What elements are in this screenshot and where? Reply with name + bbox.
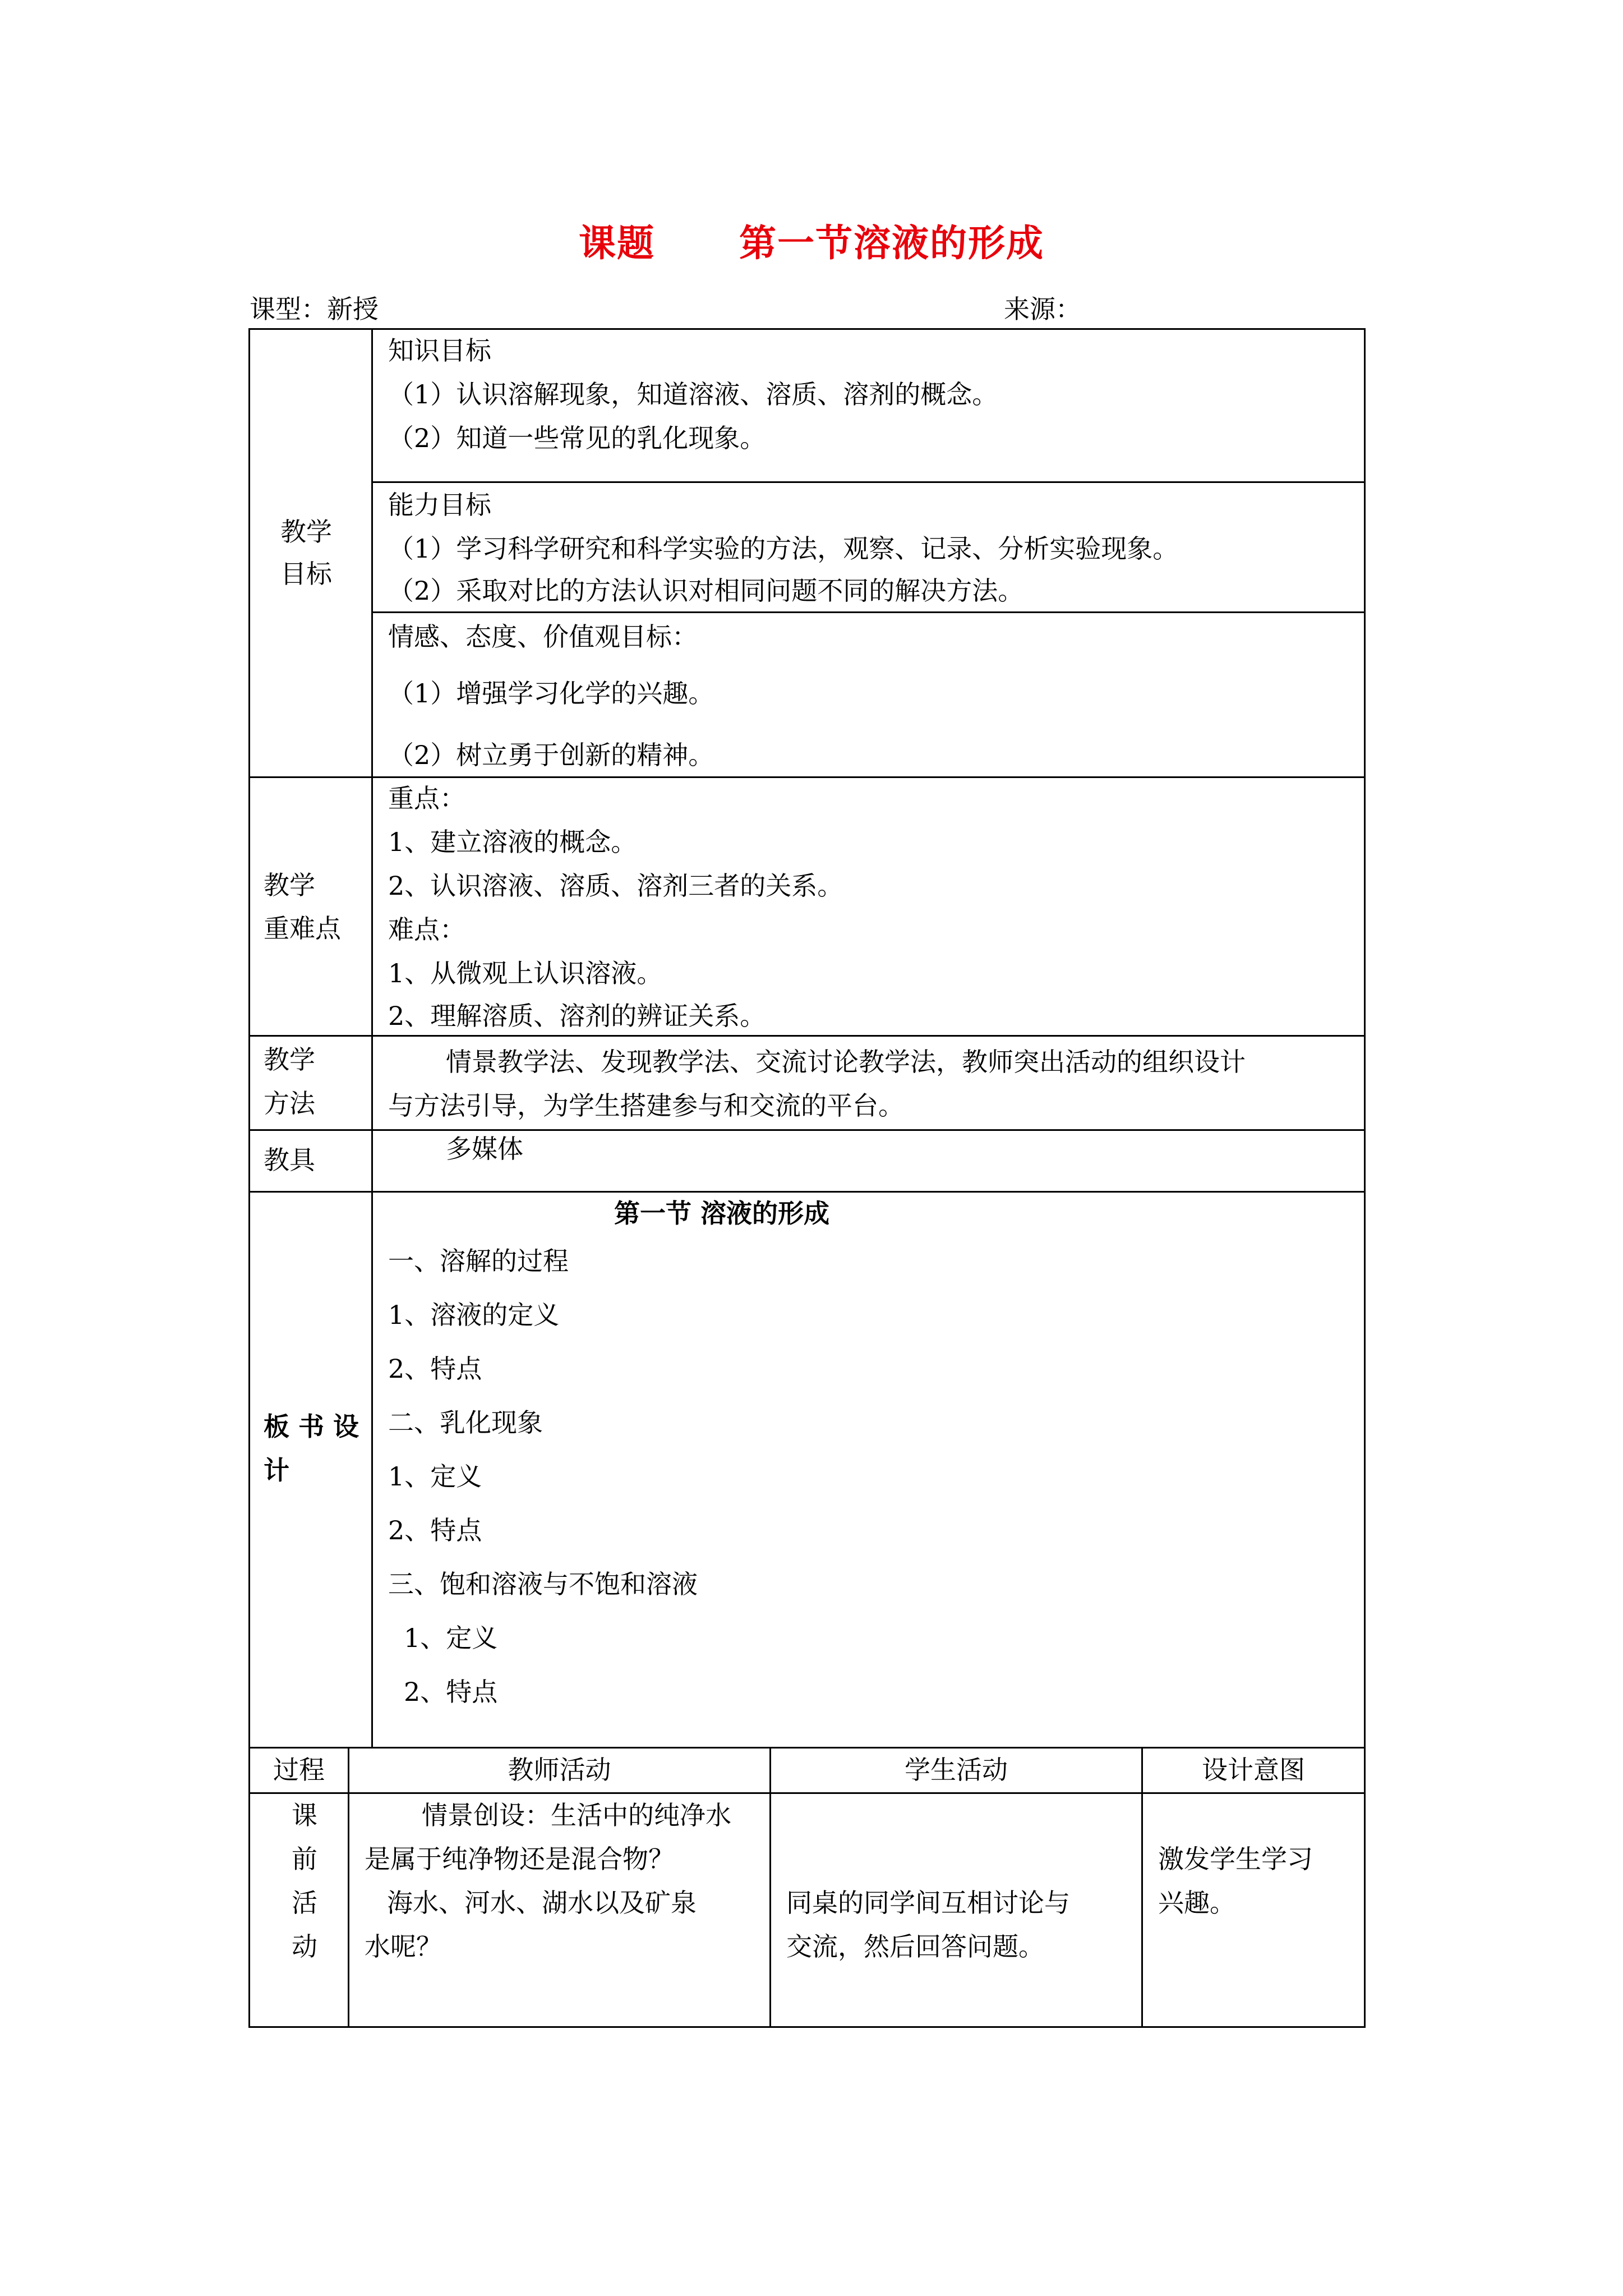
key-points-line: 2、认识溶液、溶质、溶剂三者的关系。	[388, 871, 843, 901]
board-line: 2、特点	[404, 1677, 498, 1707]
board-line: 三、饱和溶液与不饱和溶液	[388, 1569, 698, 1599]
process-header: 学生活动	[905, 1755, 1008, 1785]
knowledge-heading: 知识目标	[388, 335, 491, 366]
stage-char: 课	[292, 1800, 317, 1830]
process-header: 设计意图	[1202, 1755, 1305, 1785]
emotion-heading: 情感、态度、价值观目标：	[388, 622, 698, 652]
process-header: 教师活动	[508, 1755, 611, 1785]
key-points-line: 1、建立溶液的概念。	[388, 827, 637, 857]
teacher-activity: 情景创设：生活中的纯净水	[422, 1800, 731, 1830]
board-line: 一、溶解的过程	[388, 1246, 569, 1276]
key-points-label-1: 教学	[264, 870, 315, 900]
student-activity: 同桌的同学间互相讨论与	[786, 1888, 1070, 1918]
objectives-label-1: 教学	[280, 517, 332, 547]
key-points-line: 难点：	[388, 914, 465, 945]
board-line: 1、定义	[404, 1623, 498, 1653]
method-text: 情景教学法、发现教学法、交流讨论教学法，教师突出活动的组织设计	[446, 1047, 1246, 1077]
objectives-label-2: 目标	[280, 559, 332, 589]
ability-item: （1）学习科学研究和科学实验的方法，观察、记录、分析实验现象。	[388, 533, 1179, 564]
teacher-activity: 海水、河水、湖水以及矿泉	[387, 1888, 697, 1918]
lesson-type: 课型：新授	[250, 294, 379, 324]
board-line: 1、溶液的定义	[388, 1300, 560, 1330]
tools-value: 多媒体	[446, 1134, 523, 1164]
emotion-item: （1）增强学习化学的兴趣。	[388, 678, 714, 708]
student-activity: 交流，然后回答问题。	[786, 1931, 1044, 1962]
method-label-1: 教学	[264, 1045, 315, 1075]
key-points-label-2: 重难点	[264, 913, 341, 944]
method-text: 与方法引导，为学生搭建参与和交流的平台。	[388, 1091, 904, 1121]
key-points-line: 重点：	[388, 783, 465, 813]
ability-heading: 能力目标	[388, 490, 491, 520]
emotion-item: （2）树立勇于创新的精神。	[388, 740, 714, 770]
knowledge-item: （1）认识溶解现象，知道溶液、溶质、溶剂的概念。	[388, 379, 998, 409]
teacher-activity: 水呢？	[365, 1931, 442, 1962]
knowledge-item: （2）知道一些常见的乳化现象。	[388, 423, 766, 453]
board-heading: 第一节 溶液的形成	[614, 1198, 830, 1228]
board-line: 2、特点	[388, 1354, 482, 1384]
title-main: 第一节溶液的形成	[739, 221, 1044, 265]
source-label: 来源：	[1004, 294, 1081, 324]
stage-char: 动	[292, 1931, 317, 1962]
stage-char: 前	[292, 1844, 317, 1874]
tools-label: 教具	[264, 1145, 315, 1175]
board-label-1: 板 书 设	[264, 1411, 359, 1442]
board-label-2: 计	[264, 1455, 289, 1485]
page-title	[0, 213, 1623, 266]
board-line: 2、特点	[388, 1515, 482, 1545]
stage-char: 活	[292, 1888, 317, 1918]
title-prefix: 课题	[579, 221, 655, 265]
teacher-activity: 是属于纯净物还是混合物？	[365, 1844, 674, 1874]
design-intent: 激发学生学习	[1158, 1844, 1313, 1874]
board-line: 二、乳化现象	[388, 1407, 543, 1438]
ability-item: （2）采取对比的方法认识对相同问题不同的解决方法。	[388, 576, 1024, 606]
design-intent: 兴趣。	[1158, 1888, 1235, 1918]
board-line: 1、定义	[388, 1461, 482, 1492]
method-label-2: 方法	[264, 1088, 315, 1119]
key-points-line: 1、从微观上认识溶液。	[388, 958, 663, 988]
key-points-line: 2、理解溶质、溶剂的辨证关系。	[388, 1001, 766, 1031]
process-header: 过程	[273, 1755, 325, 1785]
